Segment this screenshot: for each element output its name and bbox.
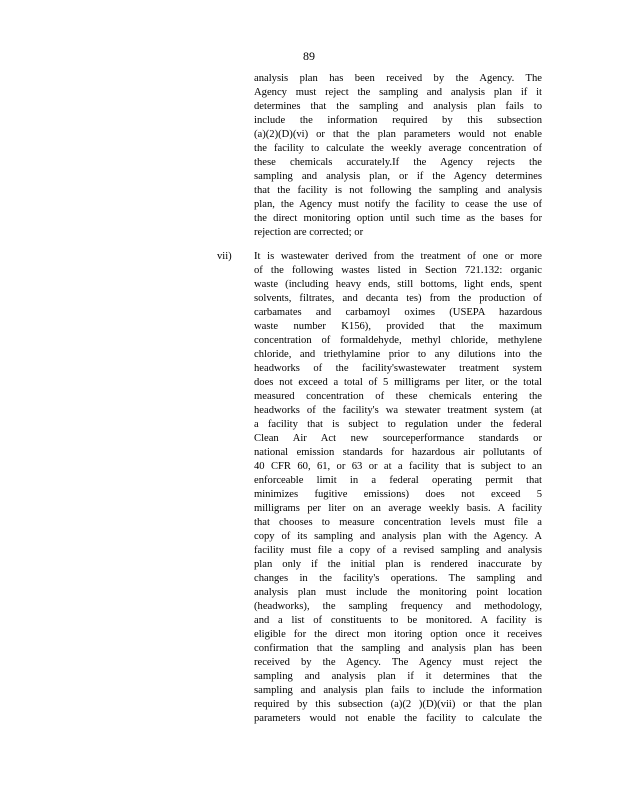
text-line: that the facility is not following the sampling and analysis (254, 185, 542, 196)
text-line: copy of its sampling and analysis plan with the Agency. A (254, 531, 542, 542)
text-line: solvents, filtrates, and decanta tes) from the production of (254, 293, 542, 304)
text-line: include the information required by this subsection (254, 115, 542, 126)
text-line: does not exceed a total of 5 milligrams per liter, or the total (254, 377, 542, 388)
continuation-paragraph (254, 72, 542, 240)
text-line: (headworks), the sampling frequency and methodology, (254, 601, 542, 612)
text-line: that chooses to measure concentration levels must file a (254, 517, 542, 528)
text-line: (a)(2)(D)(vi) or that the plan parameters would not enable (254, 129, 542, 140)
text-line: headworks of the facility'swastewater treatment system (254, 363, 542, 374)
text-line: Clean Air Act new sourceperformance standards or (254, 433, 542, 444)
text-line: measured concentration of these chemicals entering the (254, 391, 542, 402)
text-line: rejection are corrected; or (254, 227, 364, 238)
text-line: sampling and analysis plan, or if the Agency determines (254, 171, 542, 182)
text-line: minimizes fugitive emissions) does not exceed 5 (254, 489, 542, 500)
text-line: eligible for the direct mon itoring option once it receives (254, 629, 542, 640)
text-line: concentration of formaldehyde, methyl chloride, methylene (254, 335, 542, 346)
text-line: Agency must reject the sampling and analysis plan if it (254, 87, 542, 98)
text-line: It is wastewater derived from the treatment of one or more (254, 251, 542, 262)
text-line: the facility to calculate the weekly average concentration of (254, 143, 542, 154)
page-number: 89 (303, 49, 315, 63)
text-line: received by the Agency. The Agency must reject the (254, 657, 542, 668)
text-line: and a list of constituents to be monitored. A facility is (254, 615, 542, 626)
text-line: plan, the Agency must notify the facility to cease the use of (254, 199, 542, 210)
text-line: carbamates and carbamoyl oximes (USEPA hazardous (254, 307, 542, 318)
text-line: analysis plan must include the monitoring point location (254, 587, 542, 598)
text-line: analysis plan has been received by the Agency. The (254, 73, 542, 84)
text-line: 40 CFR 60, 61, or 63 or at a facility that is subject to an (254, 461, 542, 472)
text-line: confirmation that the sampling and analysis plan has been (254, 643, 542, 654)
text-line: plan only if the initial plan is rendered inaccurate by (254, 559, 542, 570)
text-line: parameters would not enable the facility to calculate the (254, 713, 542, 724)
text-line: of the following wastes listed in Section 721.132: organic (254, 265, 542, 276)
text-line: changes in the facility's operations. The sampling and (254, 573, 542, 584)
item-marker: vii) (217, 251, 232, 262)
text-line: milligrams per liter on an average weekly basis. A facility (254, 503, 542, 514)
text-line: facility must file a copy of a revised sampling and analysis (254, 545, 542, 556)
text-line: enforceable limit in a federal operating permit that (254, 475, 542, 486)
text-line: sampling and analysis plan if it determines that the (254, 671, 542, 682)
text-line: national emission standards for hazardous air pollutants of (254, 447, 542, 458)
text-line: these chemicals accurately.If the Agency rejects the (254, 157, 542, 168)
text-line: waste number K156), provided that the maximum (254, 321, 542, 332)
text-line: a facility that is subject to regulation under the federal (254, 419, 542, 430)
text-line: determines that the sampling and analysis plan fails to (254, 101, 542, 112)
item-vii-paragraph (254, 250, 542, 726)
text-line: required by this subsection (a)(2 )(D)(vii) or that the plan (254, 699, 542, 710)
text-line: waste (including heavy ends, still bottoms, light ends, spent (254, 279, 542, 290)
text-line: sampling and analysis plan fails to include the information (254, 685, 542, 696)
text-line: the direct monitoring option until such time as the bases for (254, 213, 542, 224)
text-line: chloride, and triethylamine prior to any dilutions into the (254, 349, 542, 360)
text-line: headworks of the facility's wa stewater treatment system (at (254, 405, 542, 416)
